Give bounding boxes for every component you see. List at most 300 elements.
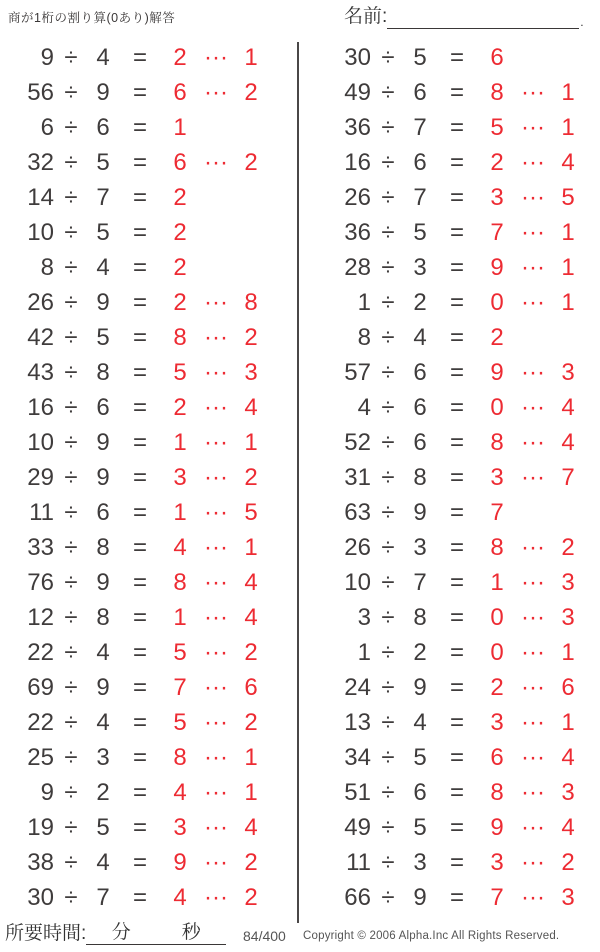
divisor: 3 xyxy=(413,254,427,281)
remainder-dots: ··· xyxy=(204,534,228,561)
dividend: 9 xyxy=(40,44,54,71)
remainder-dots: ··· xyxy=(521,359,545,386)
problem-row xyxy=(8,180,268,215)
equals-sign: = xyxy=(449,79,464,106)
quotient-answer: 8 xyxy=(173,744,187,771)
dividend: 69 xyxy=(27,674,54,701)
equals-sign: = xyxy=(132,639,147,666)
problem-row xyxy=(325,810,585,845)
remainder-dots: ··· xyxy=(521,744,545,771)
remainder-answer: 1 xyxy=(244,429,258,456)
equals-sign: = xyxy=(449,394,464,421)
remainder-answer: 2 xyxy=(244,464,258,491)
equals-sign: = xyxy=(132,709,147,736)
divide-sign: ÷ xyxy=(64,114,78,141)
quotient-answer: 6 xyxy=(173,79,187,106)
quotient-answer: 3 xyxy=(173,814,187,841)
divide-sign: ÷ xyxy=(381,849,395,876)
divide-sign: ÷ xyxy=(64,884,78,911)
divide-sign: ÷ xyxy=(64,324,78,351)
quotient-answer: 9 xyxy=(490,359,504,386)
quotient-answer: 2 xyxy=(173,394,187,421)
equals-sign: = xyxy=(449,639,464,666)
problem-row xyxy=(8,460,268,495)
problem-row xyxy=(8,775,268,810)
divisor: 5 xyxy=(413,219,427,246)
divisor: 9 xyxy=(96,569,110,596)
remainder-dots: ··· xyxy=(204,359,228,386)
divide-sign: ÷ xyxy=(64,44,78,71)
divide-sign: ÷ xyxy=(64,464,78,491)
equals-sign: = xyxy=(132,534,147,561)
dividend: 36 xyxy=(344,114,371,141)
problem-row xyxy=(8,320,268,355)
divide-sign: ÷ xyxy=(381,394,395,421)
divide-sign: ÷ xyxy=(64,149,78,176)
remainder-dots: ··· xyxy=(204,44,228,71)
equals-sign: = xyxy=(449,604,464,631)
equals-sign: = xyxy=(449,289,464,316)
equals-sign: = xyxy=(449,114,464,141)
divide-sign: ÷ xyxy=(381,884,395,911)
quotient-answer: 3 xyxy=(173,464,187,491)
quotient-answer: 8 xyxy=(490,429,504,456)
problem-row xyxy=(325,110,585,145)
remainder-dots: ··· xyxy=(521,149,545,176)
divide-sign: ÷ xyxy=(381,814,395,841)
divisor: 6 xyxy=(96,114,110,141)
remainder-dots: ··· xyxy=(204,79,228,106)
remainder-answer: 1 xyxy=(561,639,575,666)
dividend: 9 xyxy=(40,779,54,806)
dividend: 8 xyxy=(357,324,371,351)
remainder-answer: 4 xyxy=(244,569,258,596)
problem-row xyxy=(8,215,268,250)
problem-row xyxy=(325,285,585,320)
remainder-answer: 5 xyxy=(561,184,575,211)
divide-sign: ÷ xyxy=(64,779,78,806)
divide-sign: ÷ xyxy=(381,779,395,806)
quotient-answer: 6 xyxy=(173,149,187,176)
divisor: 6 xyxy=(96,394,110,421)
quotient-answer: 5 xyxy=(173,709,187,736)
remainder-answer: 2 xyxy=(244,324,258,351)
divide-sign: ÷ xyxy=(64,79,78,106)
divide-sign: ÷ xyxy=(64,639,78,666)
remainder-dots: ··· xyxy=(204,814,228,841)
remainder-answer: 1 xyxy=(561,219,575,246)
divide-sign: ÷ xyxy=(381,79,395,106)
divide-sign: ÷ xyxy=(381,604,395,631)
remainder-dots: ··· xyxy=(204,779,228,806)
remainder-answer: 2 xyxy=(561,849,575,876)
divide-sign: ÷ xyxy=(381,429,395,456)
divide-sign: ÷ xyxy=(381,639,395,666)
remainder-answer: 1 xyxy=(561,114,575,141)
problem-row xyxy=(8,75,268,110)
divide-sign: ÷ xyxy=(64,604,78,631)
problem-row xyxy=(8,705,268,740)
equals-sign: = xyxy=(449,569,464,596)
dividend: 16 xyxy=(344,149,371,176)
divide-sign: ÷ xyxy=(381,324,395,351)
quotient-answer: 1 xyxy=(173,429,187,456)
divide-sign: ÷ xyxy=(381,359,395,386)
quotient-answer: 2 xyxy=(173,289,187,316)
divide-sign: ÷ xyxy=(64,709,78,736)
equals-sign: = xyxy=(132,289,147,316)
remainder-answer: 4 xyxy=(244,814,258,841)
equals-sign: = xyxy=(449,429,464,456)
remainder-dots: ··· xyxy=(521,394,545,421)
remainder-answer: 2 xyxy=(244,79,258,106)
quotient-answer: 2 xyxy=(490,149,504,176)
quotient-answer: 2 xyxy=(173,219,187,246)
problem-row xyxy=(325,390,585,425)
remainder-answer: 4 xyxy=(561,429,575,456)
remainder-dots: ··· xyxy=(521,709,545,736)
divide-sign: ÷ xyxy=(381,709,395,736)
equals-sign: = xyxy=(132,44,147,71)
equals-sign: = xyxy=(449,884,464,911)
remainder-answer: 5 xyxy=(244,499,258,526)
divisor: 4 xyxy=(96,849,110,876)
remainder-dots: ··· xyxy=(204,149,228,176)
quotient-answer: 9 xyxy=(490,254,504,281)
dividend: 36 xyxy=(344,219,371,246)
equals-sign: = xyxy=(449,499,464,526)
problem-row xyxy=(325,495,585,530)
equals-sign: = xyxy=(132,394,147,421)
equals-sign: = xyxy=(132,464,147,491)
problem-row xyxy=(325,880,585,915)
equals-sign: = xyxy=(449,464,464,491)
remainder-answer: 2 xyxy=(244,639,258,666)
equals-sign: = xyxy=(449,779,464,806)
remainder-answer: 4 xyxy=(561,149,575,176)
remainder-dots: ··· xyxy=(521,254,545,281)
dividend: 12 xyxy=(27,604,54,631)
equals-sign: = xyxy=(132,149,147,176)
divide-sign: ÷ xyxy=(64,569,78,596)
quotient-answer: 4 xyxy=(173,779,187,806)
remainder-answer: 2 xyxy=(244,849,258,876)
dividend: 57 xyxy=(344,359,371,386)
equals-sign: = xyxy=(132,359,147,386)
equals-sign: = xyxy=(449,44,464,71)
equals-sign: = xyxy=(132,499,147,526)
remainder-answer: 6 xyxy=(561,674,575,701)
remainder-answer: 1 xyxy=(561,289,575,316)
time-field xyxy=(5,918,226,945)
divisor: 4 xyxy=(413,709,427,736)
quotient-answer: 1 xyxy=(173,499,187,526)
equals-sign: = xyxy=(449,744,464,771)
divisor: 3 xyxy=(413,849,427,876)
quotient-answer: 6 xyxy=(490,44,504,71)
divisor: 7 xyxy=(96,884,110,911)
quotient-answer: 8 xyxy=(173,324,187,351)
remainder-dots: ··· xyxy=(521,184,545,211)
equals-sign: = xyxy=(132,114,147,141)
equals-sign: = xyxy=(449,324,464,351)
problem-row xyxy=(8,565,268,600)
remainder-dots: ··· xyxy=(521,534,545,561)
equals-sign: = xyxy=(132,744,147,771)
problem-row xyxy=(8,40,268,75)
dividend: 26 xyxy=(344,184,371,211)
divide-sign: ÷ xyxy=(381,44,395,71)
quotient-answer: 6 xyxy=(490,744,504,771)
remainder-dots: ··· xyxy=(204,324,228,351)
divide-sign: ÷ xyxy=(381,254,395,281)
remainder-answer: 3 xyxy=(561,779,575,806)
quotient-answer: 2 xyxy=(490,324,504,351)
divisor: 8 xyxy=(413,604,427,631)
problem-row xyxy=(8,250,268,285)
problem-row xyxy=(325,775,585,810)
equals-sign: = xyxy=(132,324,147,351)
dividend: 25 xyxy=(27,744,54,771)
divide-sign: ÷ xyxy=(381,464,395,491)
dividend: 19 xyxy=(27,814,54,841)
dividend: 34 xyxy=(344,744,371,771)
remainder-dots: ··· xyxy=(204,569,228,596)
divide-sign: ÷ xyxy=(64,359,78,386)
remainder-answer: 1 xyxy=(244,44,258,71)
divide-sign: ÷ xyxy=(64,394,78,421)
divisor: 5 xyxy=(413,814,427,841)
remainder-dots: ··· xyxy=(204,639,228,666)
problem-row xyxy=(8,530,268,565)
remainder-dots: ··· xyxy=(521,849,545,876)
divide-sign: ÷ xyxy=(64,744,78,771)
dividend: 76 xyxy=(27,569,54,596)
problem-row xyxy=(325,215,585,250)
equals-sign: = xyxy=(449,184,464,211)
divisor: 4 xyxy=(96,44,110,71)
remainder-answer: 1 xyxy=(244,779,258,806)
divisor: 9 xyxy=(96,79,110,106)
name-label: 名前: xyxy=(344,6,388,27)
problem-row xyxy=(8,740,268,775)
dividend: 22 xyxy=(27,639,54,666)
problem-row xyxy=(8,355,268,390)
divisor: 6 xyxy=(413,149,427,176)
remainder-answer: 1 xyxy=(244,534,258,561)
divisor: 9 xyxy=(96,674,110,701)
divide-sign: ÷ xyxy=(64,289,78,316)
problem-row xyxy=(325,425,585,460)
problem-row xyxy=(325,75,585,110)
dividend: 13 xyxy=(344,709,371,736)
dividend: 10 xyxy=(27,429,54,456)
dividend: 10 xyxy=(27,219,54,246)
quotient-answer: 1 xyxy=(173,604,187,631)
divide-sign: ÷ xyxy=(64,534,78,561)
dividend: 24 xyxy=(344,674,371,701)
dividend: 42 xyxy=(27,324,54,351)
equals-sign: = xyxy=(132,569,147,596)
remainder-answer: 3 xyxy=(561,884,575,911)
problem-row xyxy=(325,250,585,285)
problem-row xyxy=(325,705,585,740)
quotient-answer: 7 xyxy=(490,884,504,911)
equals-sign: = xyxy=(132,604,147,631)
dividend: 11 xyxy=(346,849,371,876)
remainder-dots: ··· xyxy=(204,709,228,736)
divide-sign: ÷ xyxy=(64,219,78,246)
problem-row xyxy=(8,600,268,635)
divide-sign: ÷ xyxy=(381,219,395,246)
divisor: 4 xyxy=(96,254,110,281)
name-line-period: . xyxy=(580,15,584,29)
dividend: 4 xyxy=(357,394,371,421)
equals-sign: = xyxy=(132,674,147,701)
remainder-answer: 7 xyxy=(561,464,575,491)
dividend: 11 xyxy=(29,499,54,526)
problem-row xyxy=(325,600,585,635)
quotient-answer: 9 xyxy=(173,849,187,876)
divisor: 6 xyxy=(413,359,427,386)
dividend: 26 xyxy=(344,534,371,561)
problems-column-left xyxy=(8,40,268,915)
dividend: 3 xyxy=(357,604,371,631)
divide-sign: ÷ xyxy=(381,499,395,526)
equals-sign: = xyxy=(132,254,147,281)
divide-sign: ÷ xyxy=(381,569,395,596)
remainder-dots: ··· xyxy=(521,429,545,456)
problems-column-right xyxy=(325,40,585,915)
problem-row xyxy=(325,460,585,495)
problem-row xyxy=(325,845,585,880)
remainder-answer: 4 xyxy=(244,604,258,631)
divide-sign: ÷ xyxy=(64,184,78,211)
quotient-answer: 8 xyxy=(490,534,504,561)
dividend: 33 xyxy=(27,534,54,561)
remainder-answer: 4 xyxy=(561,744,575,771)
divide-sign: ÷ xyxy=(381,149,395,176)
remainder-answer: 4 xyxy=(561,394,575,421)
quotient-answer: 3 xyxy=(490,849,504,876)
divisor: 8 xyxy=(96,604,110,631)
equals-sign: = xyxy=(449,254,464,281)
problem-row xyxy=(8,845,268,880)
remainder-answer: 2 xyxy=(244,709,258,736)
remainder-dots: ··· xyxy=(204,744,228,771)
problem-row xyxy=(325,670,585,705)
divisor: 9 xyxy=(413,674,427,701)
remainder-answer: 1 xyxy=(561,79,575,106)
remainder-dots: ··· xyxy=(204,429,228,456)
divisor: 5 xyxy=(96,324,110,351)
remainder-dots: ··· xyxy=(521,639,545,666)
divisor: 8 xyxy=(96,534,110,561)
quotient-answer: 9 xyxy=(490,814,504,841)
divisor: 4 xyxy=(96,709,110,736)
name-field xyxy=(344,5,584,29)
remainder-dots: ··· xyxy=(521,219,545,246)
remainder-dots: ··· xyxy=(521,79,545,106)
problem-row xyxy=(8,810,268,845)
divide-sign: ÷ xyxy=(381,744,395,771)
dividend: 66 xyxy=(344,884,371,911)
quotient-answer: 2 xyxy=(490,674,504,701)
divide-sign: ÷ xyxy=(381,534,395,561)
remainder-dots: ··· xyxy=(521,604,545,631)
divide-sign: ÷ xyxy=(381,184,395,211)
problem-row xyxy=(8,495,268,530)
divisor: 7 xyxy=(413,569,427,596)
quotient-answer: 3 xyxy=(490,709,504,736)
problem-row xyxy=(8,110,268,145)
divisor: 5 xyxy=(96,814,110,841)
quotient-answer: 1 xyxy=(490,569,504,596)
dividend: 56 xyxy=(27,79,54,106)
divisor: 9 xyxy=(413,499,427,526)
equals-sign: = xyxy=(132,779,147,806)
equals-sign: = xyxy=(449,849,464,876)
problem-row xyxy=(325,635,585,670)
divisor: 2 xyxy=(413,289,427,316)
problem-row xyxy=(325,180,585,215)
dividend: 16 xyxy=(27,394,54,421)
divisor: 9 xyxy=(96,289,110,316)
quotient-answer: 7 xyxy=(490,219,504,246)
quotient-answer: 7 xyxy=(490,499,504,526)
quotient-answer: 2 xyxy=(173,254,187,281)
quotient-answer: 3 xyxy=(490,464,504,491)
divide-sign: ÷ xyxy=(381,674,395,701)
problem-row xyxy=(325,530,585,565)
divisor: 6 xyxy=(413,779,427,806)
problem-row xyxy=(325,40,585,75)
copyright-notice: Copyright © 2006 Alpha.Inc All Rights Reserved. xyxy=(303,930,560,942)
equals-sign: = xyxy=(132,79,147,106)
dividend: 43 xyxy=(27,359,54,386)
dividend: 63 xyxy=(344,499,371,526)
divisor: 8 xyxy=(413,464,427,491)
divisor: 5 xyxy=(413,44,427,71)
remainder-dots: ··· xyxy=(521,289,545,316)
problem-row xyxy=(8,635,268,670)
remainder-answer: 2 xyxy=(561,534,575,561)
dividend: 49 xyxy=(344,79,371,106)
remainder-dots: ··· xyxy=(521,814,545,841)
equals-sign: = xyxy=(132,184,147,211)
quotient-answer: 8 xyxy=(490,79,504,106)
remainder-dots: ··· xyxy=(204,464,228,491)
remainder-answer: 4 xyxy=(561,814,575,841)
quotient-answer: 2 xyxy=(173,44,187,71)
dividend: 49 xyxy=(344,814,371,841)
divide-sign: ÷ xyxy=(64,674,78,701)
dividend: 38 xyxy=(27,849,54,876)
problem-row xyxy=(8,285,268,320)
remainder-dots: ··· xyxy=(204,604,228,631)
problem-row xyxy=(325,355,585,390)
quotient-answer: 5 xyxy=(173,359,187,386)
divisor: 7 xyxy=(413,114,427,141)
divisor: 2 xyxy=(96,779,110,806)
remainder-dots: ··· xyxy=(521,114,545,141)
column-divider xyxy=(297,42,299,923)
remainder-answer: 1 xyxy=(244,744,258,771)
divide-sign: ÷ xyxy=(64,254,78,281)
quotient-answer: 4 xyxy=(173,534,187,561)
equals-sign: = xyxy=(449,709,464,736)
quotient-answer: 7 xyxy=(173,674,187,701)
